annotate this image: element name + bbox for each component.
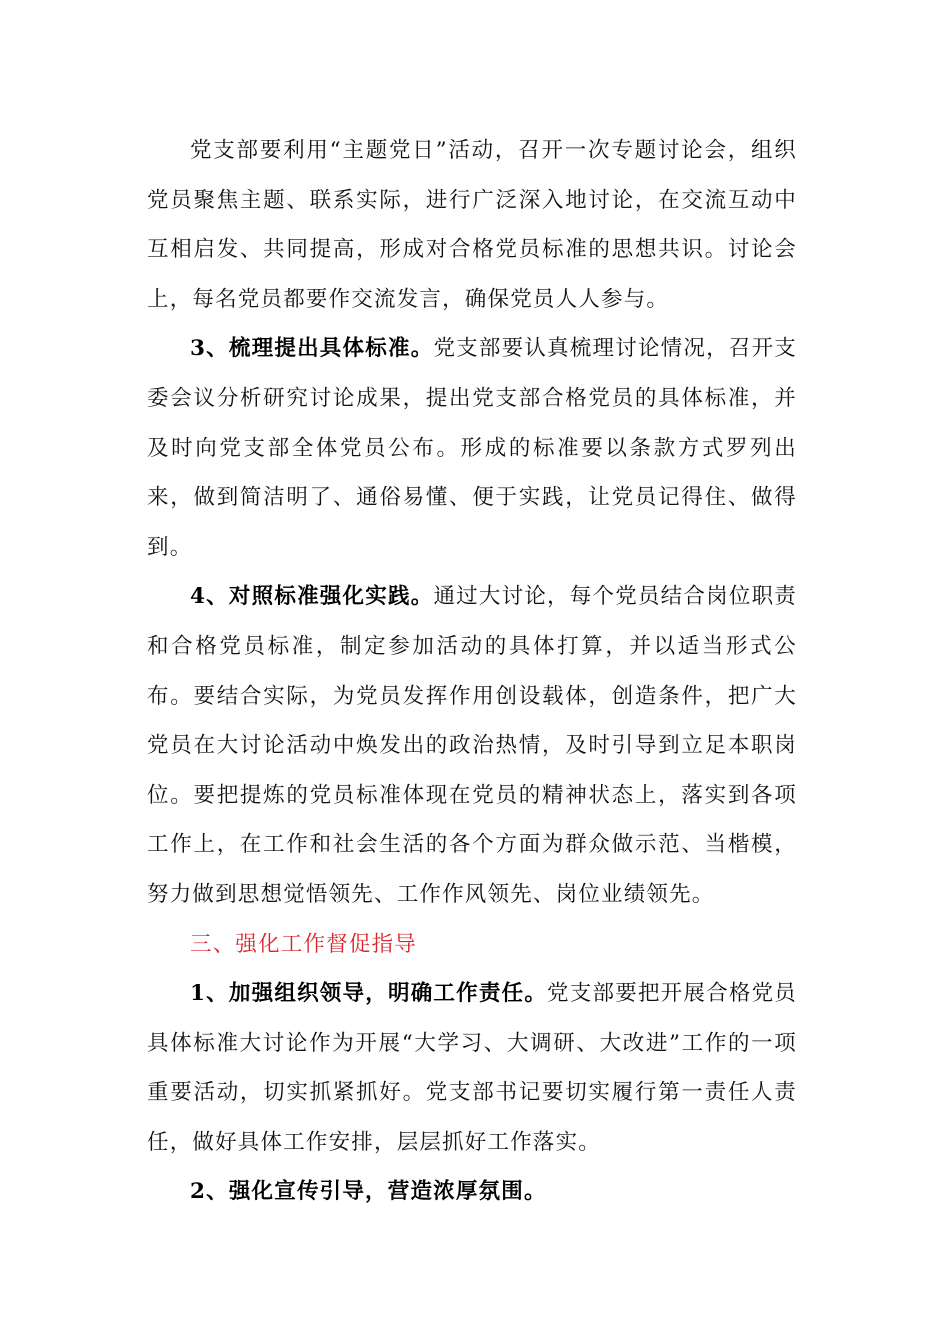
paragraph-text: 党支部要把开展合格党员具体标准大讨论作为开展“大学习、大调研、大改进”工作的一项重要活动，切实抓紧抓好。党支部书记要切实履行第一责任人责任，做好具体工作安排，层层抓好工作落实。 xyxy=(147,981,797,1155)
paragraph-text: 通过大讨论，每个党员结合岗位职责和合格党员标准，制定参加活动的具体打算，并以适当形式公布。要结合实际，为党员发挥作用创设载体，创造条件，把广大党员在大讨论活动中焕发出的政治热情，及时引导到立足本职岗位。要把提炼的党员标准体现在党员的精神状态上，落实到各项工作上，在工作和社会生活的各个方面为群众做示范、当楷模，努力做到思想觉悟领先、工作作风领先、岗位业绩领先。 xyxy=(147,584,797,907)
paragraph-publicity xyxy=(147,1167,797,1217)
paragraph-lead: 4、对照标准强化实践。 xyxy=(190,584,434,610)
document-body xyxy=(147,126,797,1217)
section-heading: 三、强化工作督促指导 xyxy=(190,931,418,957)
paragraph-lead: 1、加强组织领导，明确工作责任。 xyxy=(190,981,548,1007)
paragraph-text: 党支部要认真梳理讨论情况，召开支委会议分析研究讨论成果，提出党支部合格党员的具体标准，并及时向党支部全体党员公布。形成的标准要以条款方式罗列出来，做到简洁明了、通俗易懂、便于实践，让党员记得住、做得到。 xyxy=(147,336,797,560)
paragraph-standards xyxy=(147,324,797,572)
paragraph-leadership xyxy=(147,969,797,1167)
paragraph-lead: 3、梳理提出具体标准。 xyxy=(190,336,434,362)
paragraph-text: 党支部要利用“主题党日”活动，召开一次专题讨论会，组织党员聚焦主题、联系实际，进行广泛深入地讨论，在交流互动中互相启发、共同提高，形成对合格党员标准的思想共识。讨论会上，每名党员都要作交流发言，确保党员人人参与。 xyxy=(147,138,797,312)
paragraph-practice xyxy=(147,572,797,919)
paragraph-lead: 2、强化宣传引导，营造浓厚氛围。 xyxy=(190,1179,547,1205)
paragraph-theme-day xyxy=(147,126,797,324)
